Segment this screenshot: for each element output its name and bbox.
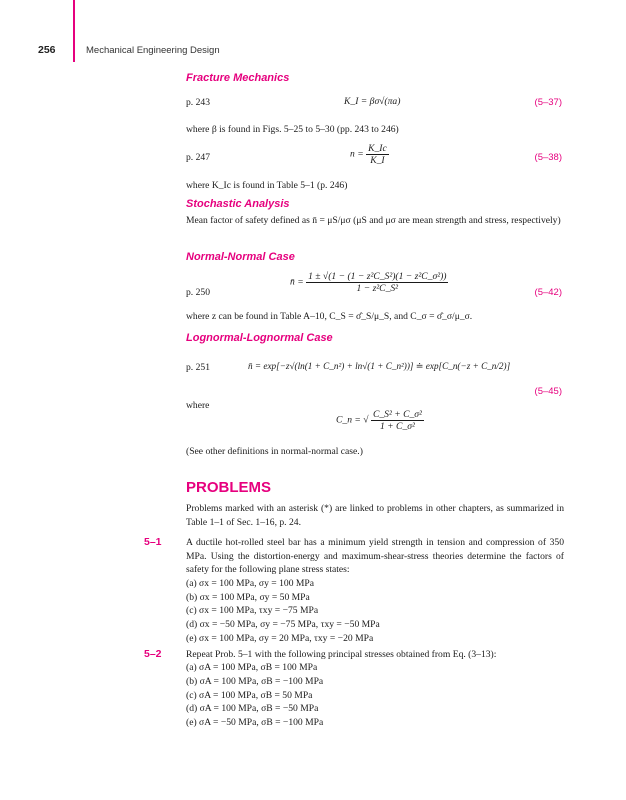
problem-5-2-item: (b) σA = 100 MPa, σB = −100 MPa (186, 676, 324, 687)
problem-number-5-2: 5–2 (144, 648, 162, 660)
problem-5-2-item: (c) σA = 100 MPa, σB = 50 MPa (186, 690, 313, 701)
lognormal-page-ref: p. 251 (186, 362, 210, 373)
fracture-heading: Fracture Mechanics (186, 72, 290, 84)
fracture-note-2: where K_Ic is found in Table 5–1 (p. 246) (186, 180, 348, 191)
eq-number-5-42: (5–42) (534, 287, 562, 298)
eq-number-5-37: (5–37) (534, 97, 562, 108)
fracture-page-ref-2: p. 247 (186, 152, 210, 163)
problem-5-1-item: (d) σx = −50 MPa, σy = −75 MPa, τxy = −50 MPa (186, 619, 380, 630)
normal-page-ref: p. 250 (186, 287, 210, 298)
fraction-numerator: K_Ic (368, 143, 387, 154)
fraction (306, 271, 448, 294)
problem-5-1-item: (a) σx = 100 MPa, σy = 100 MPa (186, 578, 315, 589)
problem-5-2-text: Repeat Prob. 5–1 with the following principal stresses obtained from Eq. (3–13): (186, 649, 497, 660)
sqrt-icon: √ (363, 414, 369, 426)
normal-note: where z can be found in Table A–10, C_S = σ̂_S/μ_S, and C_σ = σ̂_σ/μ_σ. (186, 311, 473, 322)
stochastic-text: Mean factor of safety defined as n̄ = μS/μσ (μS and μσ are mean strength and stress, respectively) (186, 215, 561, 226)
problem-5-1-item: (b) σx = 100 MPa, σy = 50 MPa (186, 592, 310, 603)
lognormal-note: (See other definitions in normal-normal case.) (186, 446, 363, 457)
problem-5-2-item: (a) σA = 100 MPa, σB = 100 MPa (186, 662, 318, 673)
fraction-denominator: 1 − z²C_S² (356, 283, 399, 294)
eq-number-5-38: (5–38) (534, 152, 562, 163)
fraction-denominator: 1 + C_σ² (379, 421, 415, 432)
fraction (366, 143, 389, 166)
eq-lhs: n = (350, 148, 364, 160)
fraction-numerator: C_S² + C_σ² (372, 409, 422, 420)
where-label: where (186, 400, 210, 411)
problem-5-2-item: (d) σA = 100 MPa, σB = −50 MPa (186, 703, 319, 714)
problem-5-1-item: (c) σx = 100 MPa, τxy = −75 MPa (186, 605, 319, 616)
problem-5-1-item: (e) σx = 100 MPa, σy = 20 MPa, τxy = −20 MPa (186, 633, 374, 644)
normal-equation (290, 271, 448, 294)
lognormal-heading: Lognormal-Lognormal Case (186, 332, 333, 344)
stochastic-heading: Stochastic Analysis (186, 198, 290, 210)
fracture-equation-2 (350, 143, 389, 166)
eq-lhs: C_n = (336, 414, 361, 426)
problem-5-2-item: (e) σA = −50 MPa, σB = −100 MPa (186, 717, 324, 728)
cn-equation (336, 409, 424, 432)
eq-lhs: n̄ = (290, 276, 304, 288)
problem-5-1-text: A ductile hot-rolled steel bar has a minimum yield strength in tension and compression of 350 MPa. Using the distortion-energy and maximum-shear-stress theories determine the factors of safety for the following plane stress states: (186, 537, 564, 576)
running-head: Mechanical Engineering Design (86, 45, 220, 56)
fraction (371, 409, 424, 432)
problem-number-5-1: 5–1 (144, 536, 162, 548)
page-number: 256 (38, 44, 56, 56)
problems-intro: Problems marked with an asterisk (*) are linked to problems in other chapters, as summarized in Table 1–1 of Sec. 1–16, p. 24. (186, 503, 564, 528)
fracture-equation-1: K_I = βσ√(πa) (344, 96, 401, 107)
problems-heading: PROBLEMS (186, 479, 272, 496)
lognormal-equation: n̄ = exp[−z√(ln(1 + C_n²) + ln√(1 + C_n²))] ≐ exp[C_n(−z + C_n/2)] (248, 361, 511, 371)
fraction-numerator: 1 ± √(1 − (1 − z²C_S²)(1 − z²C_σ²)) (308, 271, 447, 282)
fraction-denominator: K_I (370, 155, 385, 166)
fracture-page-ref-1: p. 243 (186, 97, 210, 108)
fracture-note-1: where β is found in Figs. 5–25 to 5–30 (pp. 243 to 246) (186, 124, 399, 135)
eq-number-5-45: (5–45) (534, 386, 562, 397)
normal-heading: Normal-Normal Case (186, 251, 295, 263)
margin-rule (73, 0, 75, 62)
